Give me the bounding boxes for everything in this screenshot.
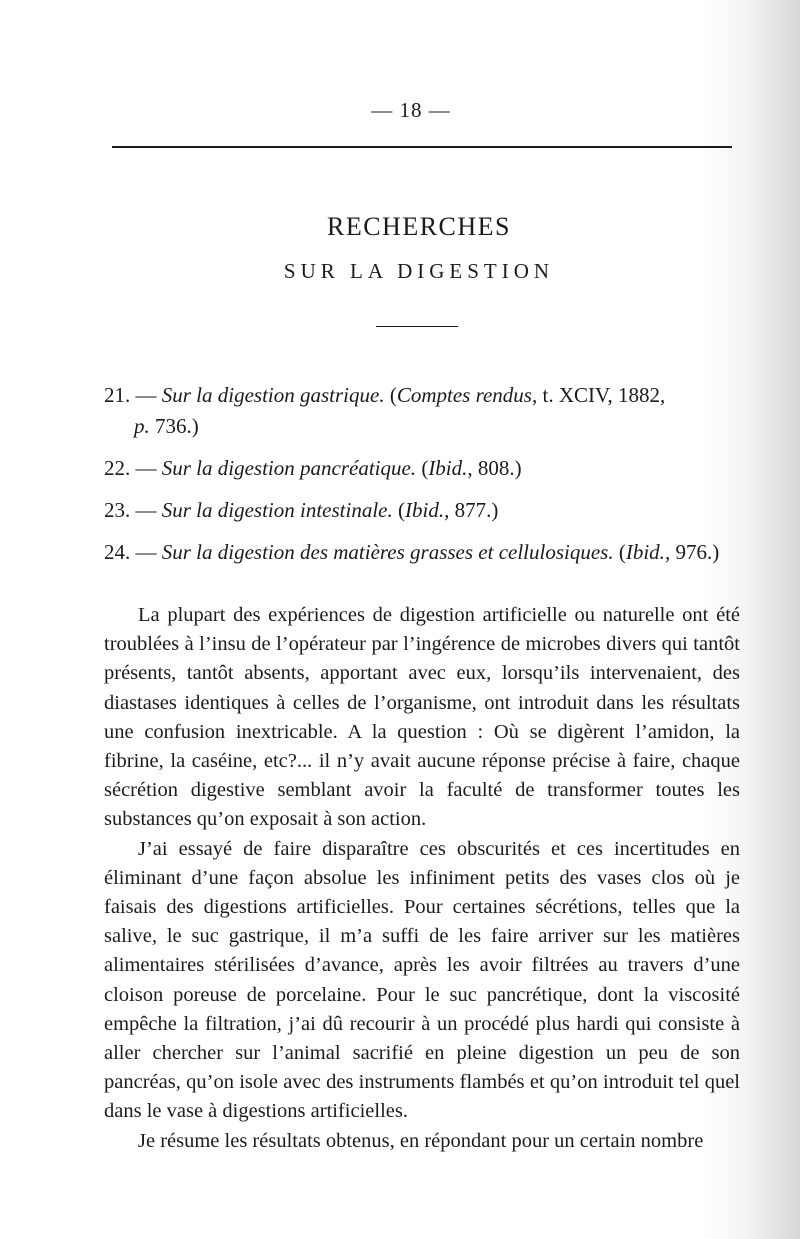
reference-source: Comptes rendus, [396,383,538,407]
reference-source: Ibid. [625,540,665,564]
reference-title: Sur la digestion intestinale. [161,498,393,522]
reference-item [104,380,744,442]
section-title: RECHERCHES [326,212,512,241]
reference-continuation [104,411,744,442]
reference-number: 21. — [104,383,157,407]
reference-source: Ibid. [428,456,468,480]
reference-title: Sur la digestion des matières grasses et cellulosiques. [161,540,614,564]
reference-title: Sur la digestion gastrique. [161,383,385,407]
header-rule [112,146,732,148]
body-text [104,601,740,1156]
reference-source: Ibid. [405,498,445,522]
reference-details: t. XCIV, 1882, [537,383,666,407]
reference-number: 22. — [104,456,157,480]
reference-page-prefix: p. [134,414,150,438]
reference-number: 23. — [104,498,157,522]
reference-source-open: ( [421,456,429,480]
body-paragraph: Je résume les résultats obtenus, en répondant pour un certain nombre [138,1129,704,1152]
reference-details: , 808.) [467,456,522,480]
reference-source-open: ( [618,540,626,564]
reference-list [104,380,744,579]
reference-number: 24. — [104,540,157,564]
reference-details: , 877.) [444,498,499,522]
page-edge-shadow [740,0,800,1239]
reference-item [104,537,744,568]
title-divider [376,326,458,327]
reference-item [104,453,744,484]
reference-source-open: ( [389,383,397,407]
body-paragraph: La plupart des expériences de digestion artificielle ou naturelle ont été troublées à l’insu de l’opérateur par l’ingérence de microbes divers qui tantôt présents, tantôt absents, apportant avec eux, lorsqu’ils intervenaient, des diastases identiques à celles de l’organisme, ont introduit dans les résultats une confusion inextricable. A la question : Où se digèrent l’amidon, la fibrine, la caséine, etc?... il n’y avait aucune réponse précise à faire, chaque sécrétion digestive semblant avoir la faculté de transformer toutes les substances qu’on exposait à son action. [104,604,740,831]
reference-source-open: ( [398,498,405,522]
reference-title: Sur la digestion pancréatique. [161,456,417,480]
section-subtitle: SUR LA DIGESTION [283,259,555,283]
reference-details: , 976.) [664,540,720,564]
reference-page-rest: 736.) [149,414,199,438]
reference-item [104,495,744,526]
page-number: — 18 — [371,98,451,122]
body-paragraph: J’ai essayé de faire disparaître ces obscurités et ces incertitudes en éliminant d’une façon absolue les infiniment petits des vases clos où je faisais des digestions artificielles. Pour certaines sécrétions, telles que la salive, le suc gastrique, il m’a suffi de les faire arriver sur les matières alimentaires stérilisées d’avance, après les avoir filtrées au travers d’une cloison poreuse de porcelaine. Pour le suc pancrétique, dont la viscosité empêche la filtration, j’ai dû recourir à un procédé plus hardi qui consiste à aller chercher sur l’animal sacrifié en pleine digestion un peu de son pancréas, qu’on isole avec des instruments flambés et qu’on introduit tel quel dans le vase à digestions artificielles. [104,837,740,1123]
